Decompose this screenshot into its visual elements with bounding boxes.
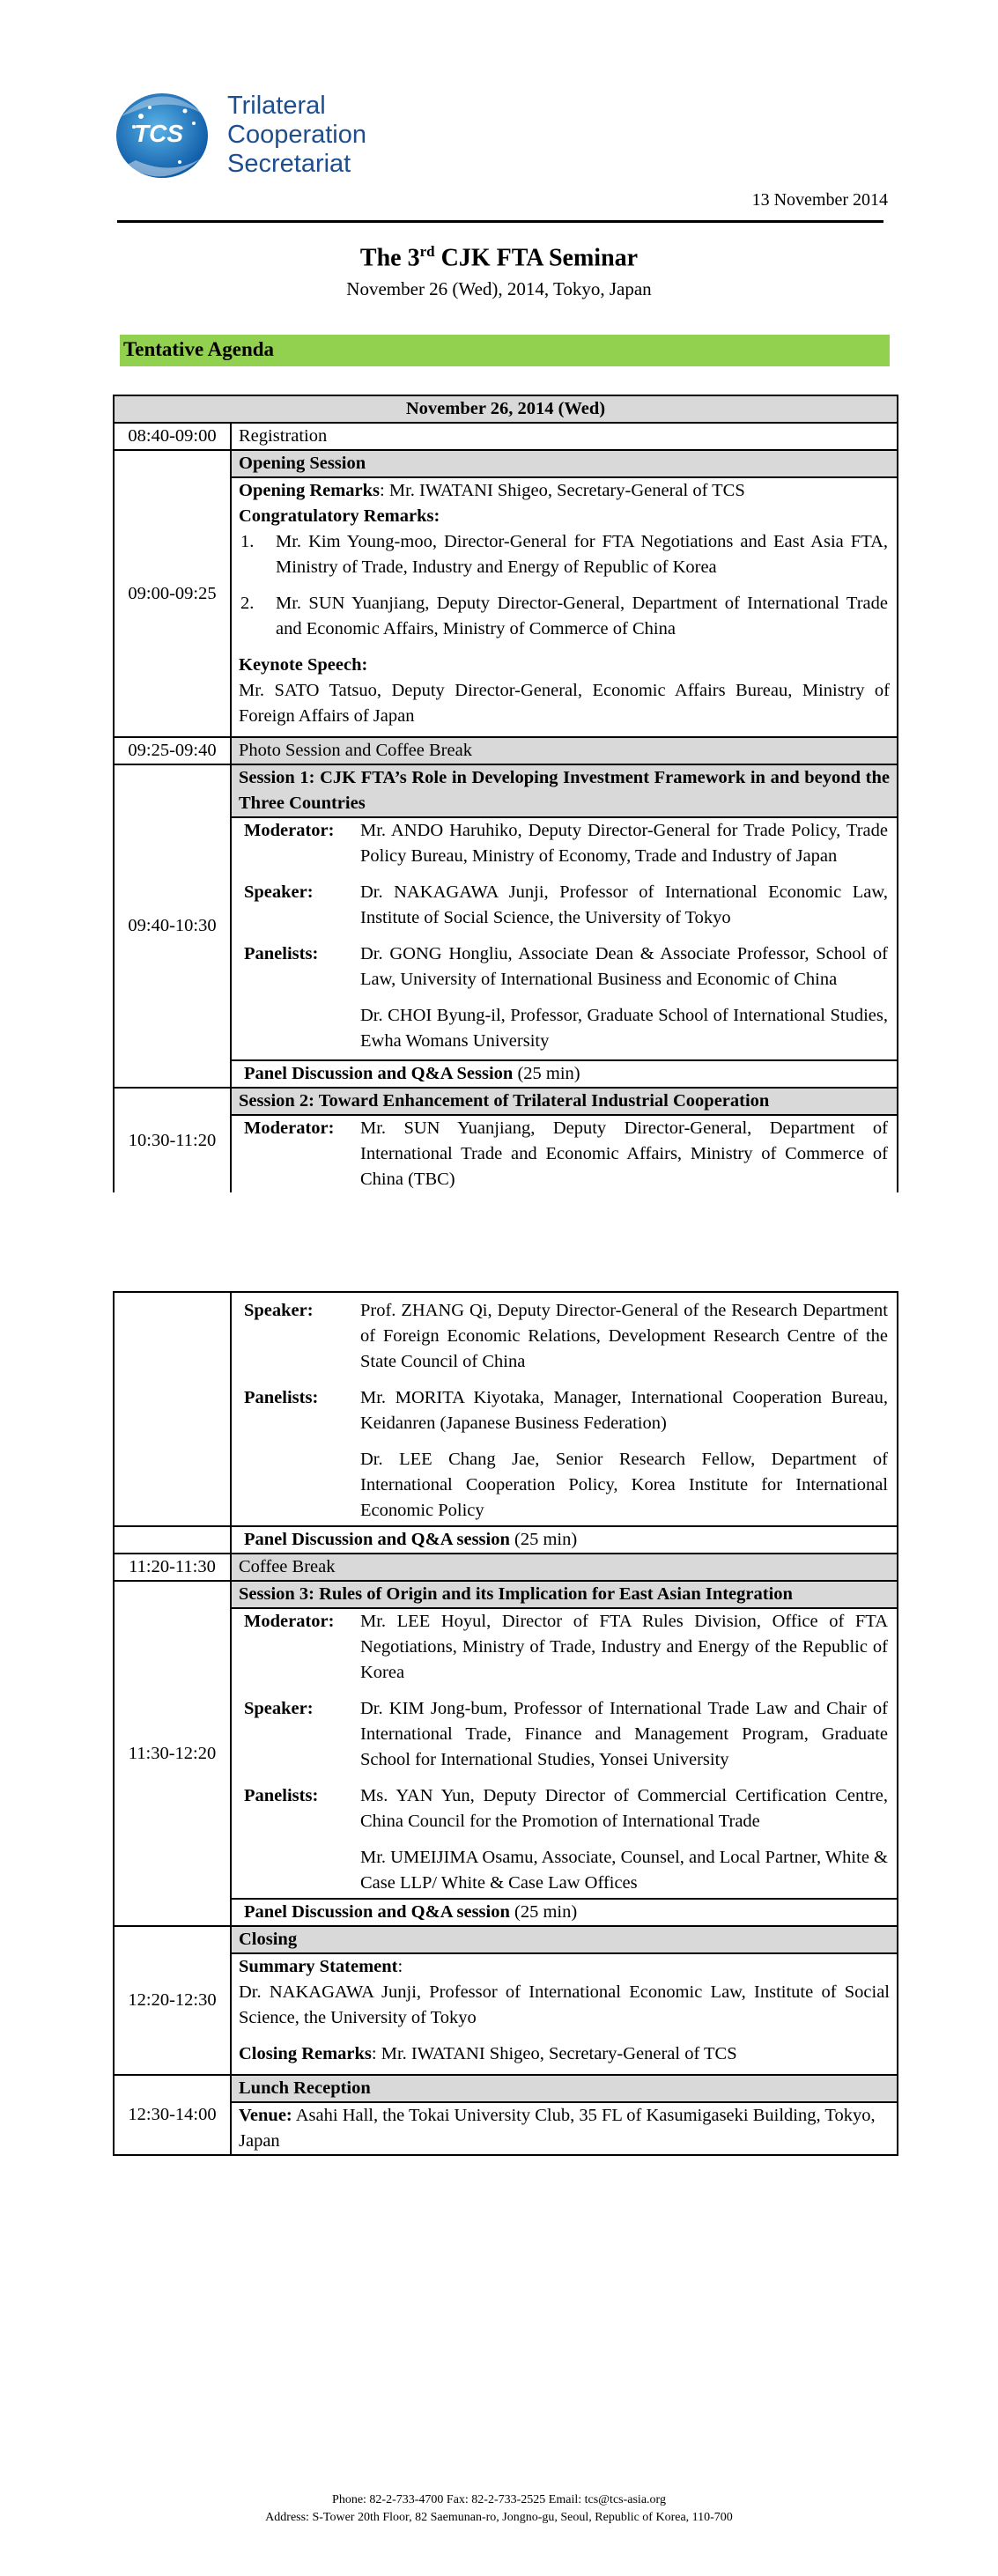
table-row [114, 1953, 898, 2075]
logo-letters: TCS [134, 120, 183, 147]
session-title: Session 1: CJK FTA’s Role in Developing Investment Framework in and beyond the Three Countries [231, 764, 898, 817]
title-rest: CJK FTA Seminar [434, 244, 639, 272]
table-row [114, 450, 898, 477]
moderator-text: Mr. LEE Hoyul, Director of FTA Rules Division, Office of FTA Negotiations, Ministry of Trade, Industry and Energy of the Republic of Korea [360, 1612, 888, 1682]
speaker-label: Speaker: [244, 882, 314, 902]
closing-remarks-label: Closing Remarks [239, 2044, 372, 2063]
closing-remarks-text: : Mr. IWATANI Shigeo, Secretary-General of TCS [371, 2044, 737, 2063]
discussion-duration: (25 min) [513, 1064, 580, 1083]
speaker-text: Prof. ZHANG Qi, Deputy Director-General of the Research Department of Foreign Economic Relations, Development Research Centre of the State Council of China [360, 1301, 888, 1371]
moderator-label: Moderator: [244, 1118, 335, 1138]
item-text: Mr. SUN Yuanjiang, Deputy Director-General, Department of International Trade and Economic Affairs, Ministry of Commerce of China [276, 594, 888, 638]
table-row [114, 1899, 898, 1926]
panelists-label: Panelists: [244, 1388, 319, 1407]
session-title: Session 3: Rules of Origin and its Implication for East Asian Integration [231, 1581, 898, 1608]
time-cell: 09:40-10:30 [114, 764, 231, 1088]
table-row [114, 1292, 898, 1526]
discussion-duration: (25 min) [509, 1530, 578, 1549]
list-item [239, 591, 890, 642]
role-grid [239, 1298, 890, 1524]
item-text: Mr. Kim Young-moo, Director-General for FTA Negotiations and East Asia FTA, Ministry of Trade, Industry and Energy of Republic of Korea [276, 532, 888, 577]
panelist-text: Dr. GONG Hongliu, Associate Dean & Associate Professor, School of Law, University of International Business and Economic of China [360, 944, 888, 989]
summary-heading [239, 1954, 890, 1980]
time-cell-empty [114, 1292, 231, 1526]
closing-content [231, 1953, 898, 2075]
closing-remarks [239, 2041, 890, 2067]
venue-text: Asahi Hall, the Tokai University Club, 35 FL of Kasumigaseki Building, Tokyo, Japan [239, 2106, 876, 2151]
table-row [114, 817, 898, 1060]
table-row [114, 2075, 898, 2102]
table-row [114, 1926, 898, 1953]
role-grid [239, 1609, 890, 1896]
moderator-label: Moderator: [244, 821, 335, 840]
session2-moderator [231, 1115, 898, 1192]
table-row [114, 1581, 898, 1608]
panelists-label: Panelists: [244, 1786, 319, 1805]
moderator-label: Moderator: [244, 1612, 335, 1631]
discussion-cell [231, 1526, 898, 1554]
table-row [114, 1060, 898, 1088]
item-number: 2. [240, 594, 255, 613]
table-row [114, 1115, 898, 1192]
role-grid [239, 818, 890, 1054]
panelist-text: Mr. MORITA Kiyotaka, Manager, International Cooperation Bureau, Keidanren (Japanese Business Federation) [360, 1388, 888, 1433]
footer-address: Address: S-Tower 20th Floor, 82 Saemunan-ro, Jongno-gu, Seoul, Republic of Korea, 110-700 [265, 2511, 733, 2524]
session-title: Opening Session [231, 450, 898, 477]
time-cell: 12:30-14:00 [114, 2075, 231, 2155]
session2-content [231, 1292, 898, 1526]
panelist-text: Dr. CHOI Byung-il, Professor, Graduate School of International Studies, Ewha Womans University [360, 1006, 888, 1051]
speaker-label: Speaker: [244, 1301, 314, 1320]
time-cell: 11:20-11:30 [114, 1554, 231, 1581]
table-row [114, 2102, 898, 2155]
speaker-label: Speaker: [244, 1699, 314, 1718]
table-row [114, 395, 898, 423]
panelist-text: Mr. UMEIJIMA Osamu, Associate, Counsel, and Local Partner, White & Case LLP/ White & Case Law Offices [360, 1848, 888, 1893]
remarks-label: Opening Remarks [239, 481, 381, 500]
venue-label: Venue: [239, 2106, 292, 2125]
keynote-text: Mr. SATO Tatsuo, Deputy Director-General, Economic Affairs Bureau, Ministry of Foreign Affairs of Japan [239, 681, 890, 726]
panelist-text: Ms. YAN Yun, Deputy Director of Commercial Certification Centre, China Council for the Promotion of International Trade [360, 1786, 888, 1831]
opening-content [231, 477, 898, 737]
speaker-text: Dr. NAKAGAWA Junji, Professor of International Economic Law, Institute of Social Science, the University of Tokyo [360, 882, 888, 927]
agenda-label: Tentative Agenda [123, 338, 275, 360]
time-cell: 09:00-09:25 [114, 450, 231, 737]
table-row [114, 1554, 898, 1581]
org-name [227, 92, 366, 179]
header-rule [117, 220, 883, 223]
moderator-text: Mr. ANDO Haruhiko, Deputy Director-General for Trade Policy, Trade Policy Bureau, Ministry of Economy, Trade and Industry of Japan [360, 821, 888, 866]
table-row [114, 1526, 898, 1554]
item-number: 1. [240, 532, 255, 551]
discussion-label: Panel Discussion and Q&A session [244, 1902, 510, 1922]
discussion-label: Panel Discussion and Q&A Session [244, 1064, 514, 1083]
org-name-line3: Secretariat [227, 150, 351, 178]
time-cell: 08:40-09:00 [114, 423, 231, 450]
page-subtitle: November 26 (Wed), 2014, Tokyo, Japan [346, 278, 652, 299]
summary-text: Dr. NAKAGAWA Junji, Professor of International Economic Law, Institute of Social Science, the University of Tokyo [239, 1982, 890, 2027]
footer-contact: Phone: 82-2-733-4700 Fax: 82-2-733-2525 Email: tcs@tcs-asia.org [332, 2493, 666, 2506]
time-cell-empty [114, 1526, 231, 1554]
time-cell: 11:30-12:20 [114, 1581, 231, 1926]
day-header: November 26, 2014 (Wed) [114, 395, 898, 423]
title-main: The 3 [359, 244, 420, 272]
org-name-line2: Cooperation [227, 121, 366, 149]
time-cell: 09:25-09:40 [114, 737, 231, 764]
session-title: Closing [231, 1926, 898, 1953]
time-cell: 12:20-12:30 [114, 1926, 231, 2075]
list-item [239, 529, 890, 580]
registration-cell: Registration [231, 423, 898, 450]
table-row [114, 764, 898, 817]
summary-label: Summary Statement [239, 1957, 398, 1976]
session-title: Lunch Reception [231, 2075, 898, 2102]
agenda-table-part2 [113, 1291, 898, 2156]
speaker-text: Dr. KIM Jong-bum, Professor of International Trade Law and Chair of International Trade, Finance and Management Program, Graduate School for International Studies, Yonsei University [360, 1699, 888, 1769]
table-row [114, 1608, 898, 1899]
moderator-text: Mr. SUN Yuanjiang, Deputy Director-General, Department of International Trade and Economic Affairs, Ministry of Commerce of China (TBC) [360, 1118, 888, 1189]
panelists-label: Panelists: [244, 944, 319, 963]
discussion-cell [231, 1060, 898, 1088]
table-row [114, 1088, 898, 1115]
org-name-line1: Trilateral [227, 92, 326, 120]
session-title: Session 2: Toward Enhancement of Trilateral Industrial Cooperation [231, 1088, 898, 1115]
discussion-label: Panel Discussion and Q&A session [244, 1530, 510, 1549]
table-row [114, 737, 898, 764]
discussion-duration: (25 min) [509, 1902, 578, 1922]
panelist-text: Dr. LEE Chang Jae, Senior Research Fellow, Department of International Cooperation Policy, Korea Institute for International Economic Policy [360, 1450, 888, 1520]
title-sup: rd [419, 243, 435, 260]
congrat-label: Congratulatory Remarks: [239, 506, 440, 526]
table-row [114, 477, 898, 737]
coffee-break-cell: Coffee Break [231, 1554, 898, 1581]
lunch-content [231, 2102, 898, 2155]
photo-session-cell: Photo Session and Coffee Break [231, 737, 898, 764]
page-title [0, 243, 998, 272]
table-row [114, 423, 898, 450]
document-date: 13 November 2014 [751, 190, 888, 210]
keynote-label: Keynote Speech: [239, 655, 368, 675]
time-cell: 10:30-11:20 [114, 1088, 231, 1192]
opening-remarks [239, 478, 890, 504]
role-grid [239, 1116, 890, 1192]
remarks-text: : Mr. IWATANI Shigeo, Secretary-General of TCS [380, 481, 745, 500]
session1-content [231, 817, 898, 1060]
summary-colon: : [397, 1957, 403, 1976]
agenda-table-part1 [113, 395, 898, 1192]
discussion-cell [231, 1899, 898, 1926]
session3-content [231, 1608, 898, 1899]
